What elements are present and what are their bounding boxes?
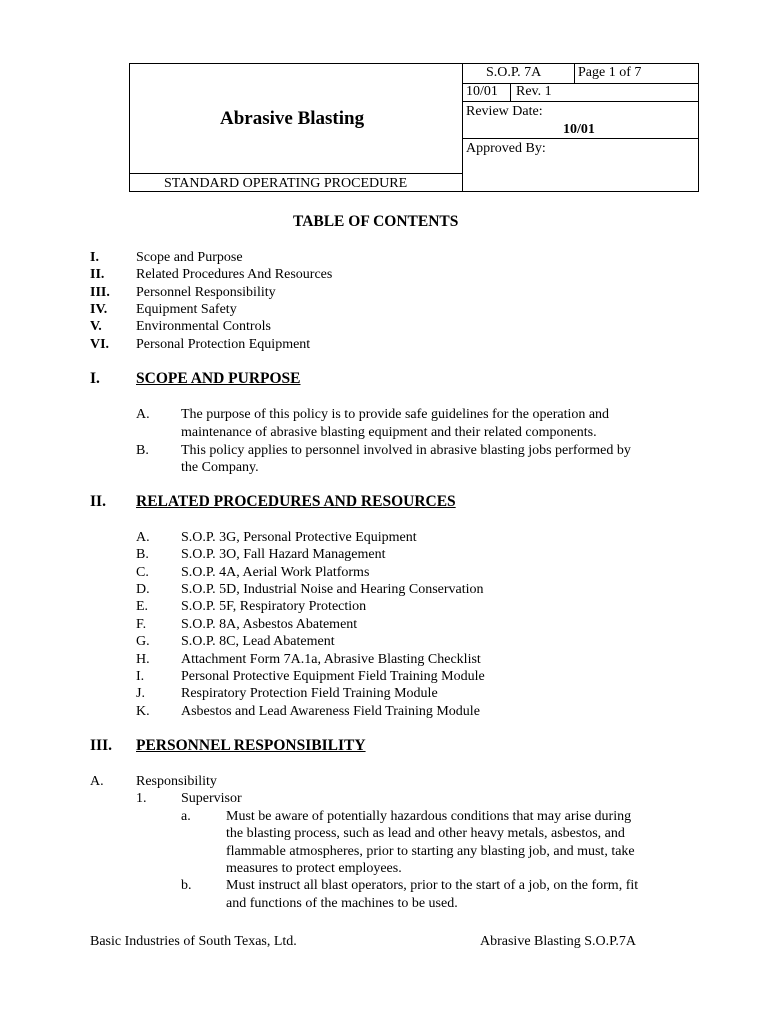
section-number: I. [90,370,100,387]
item-text: Personal Protective Equipment Field Training Module [181,669,485,684]
item-letter: A. [136,530,150,545]
item-letter: D. [136,582,150,597]
toc-item: Personnel Responsibility [136,285,276,300]
approved-by-label: Approved By: [466,141,546,156]
toc-item: Personal Protection Equipment [136,337,311,352]
item-letter: F. [136,617,147,632]
item-text: S.O.P. 8A, Asbestos Abatement [181,617,358,632]
item-letter: I. [136,669,145,684]
header-box [129,63,699,192]
item-text: Attachment Form 7A.1a, Abrasive Blasting Checklist [181,652,481,667]
item-text: S.O.P. 5D, Industrial Noise and Hearing Conservation [181,582,484,597]
subitem-line: flammable atmospheres, prior to starting any blasting job, and must, take [226,844,635,859]
toc-num: II. [90,267,105,282]
item-letter: J. [136,686,145,701]
item-letter: A. [90,774,104,789]
item-line: This policy applies to personnel involved in abrasive blasting jobs performed by [181,443,631,458]
item-text: S.O.P. 8C, Lead Abatement [181,634,335,649]
item-text: Responsibility [136,774,217,789]
page-number: Page 1 of 7 [578,65,642,80]
section-number: III. [90,737,112,754]
review-date-label: Review Date: [466,104,543,119]
item-text: S.O.P. 3O, Fall Hazard Management [181,547,386,562]
toc-num: III. [90,285,110,300]
item-line: The purpose of this policy is to provide safe guidelines for the operation and [181,407,610,422]
subitem-letter: b. [181,878,192,893]
item-text: Supervisor [181,791,242,806]
toc-num: IV. [90,302,108,317]
section-heading: SCOPE AND PURPOSE [136,370,301,387]
issue-date: 10/01 [466,84,498,99]
document-title: Abrasive Blasting [220,108,365,129]
item-text: S.O.P. 5F, Respiratory Protection [181,599,367,614]
subitem-line: the blasting process, such as lead and other heavy metals, asbestos, and [226,826,625,841]
revision: Rev. 1 [516,84,552,99]
subitem-line: and functions of the machines to be used. [226,896,458,911]
item-letter: G. [136,634,150,649]
toc-item: Equipment Safety [136,302,237,317]
item-line: maintenance of abrasive blasting equipment and their related components. [181,425,597,440]
item-text: Respiratory Protection Field Training Module [181,686,438,701]
section-number: II. [90,493,106,510]
subitem-line: Must instruct all blast operators, prior to the start of a job, on the form, fit [226,878,639,893]
toc-num: V. [90,319,102,334]
toc-item: Environmental Controls [136,319,271,334]
item-letter: A. [136,407,150,422]
item-letter: C. [136,565,149,580]
item-letter: B. [136,547,149,562]
item-text: Asbestos and Lead Awareness Field Training Module [181,704,480,719]
item-text: S.O.P. 3G, Personal Protective Equipment [181,530,417,545]
subitem-letter: a. [181,809,191,824]
section-heading: RELATED PROCEDURES AND RESOURCES [136,493,456,510]
sop-number: S.O.P. 7A [486,65,542,80]
item-letter: K. [136,704,150,719]
item-number: 1. [136,791,147,806]
review-date-value: 10/01 [563,122,595,137]
item-line: the Company. [181,460,259,475]
item-letter: H. [136,652,150,667]
toc-title: TABLE OF CONTENTS [293,213,459,230]
document-subtitle: STANDARD OPERATING PROCEDURE [164,176,408,191]
item-text: S.O.P. 4A, Aerial Work Platforms [181,565,370,580]
toc-num: I. [90,250,99,265]
toc-item: Related Procedures And Resources [136,267,333,282]
subitem-line: Must be aware of potentially hazardous conditions that may arise during [226,809,632,824]
footer-company: Basic Industries of South Texas, Ltd. [90,934,297,949]
footer-document: Abrasive Blasting S.O.P.7A [480,934,636,949]
toc-num: VI. [90,337,110,352]
section-heading: PERSONNEL RESPONSIBILITY [136,737,366,754]
toc-item: Scope and Purpose [136,250,243,265]
subitem-line: measures to protect employees. [226,861,402,876]
item-letter: B. [136,443,149,458]
item-letter: E. [136,599,149,614]
